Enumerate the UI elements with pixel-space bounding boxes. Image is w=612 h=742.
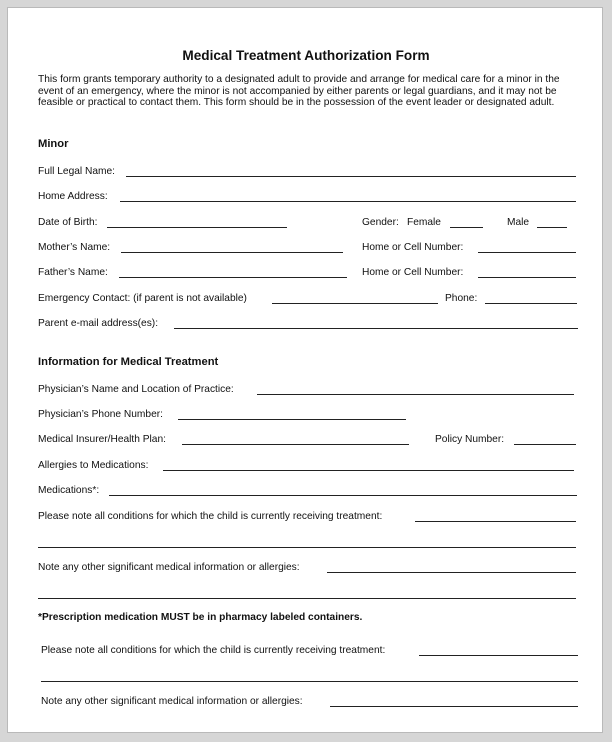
other-info-label-2: Note any other significant medical information or allergies: [41, 696, 303, 707]
allergies-label: Allergies to Medications: [38, 460, 149, 471]
conditions-field-2b[interactable] [41, 681, 578, 682]
physician-name-field[interactable] [257, 394, 574, 395]
full-legal-name-field[interactable] [126, 176, 576, 177]
insurer-label: Medical Insurer/Health Plan: [38, 434, 166, 445]
minor-heading: Minor [38, 138, 69, 150]
insurer-field[interactable] [182, 444, 409, 445]
medications-field[interactable] [109, 495, 577, 496]
emergency-phone-label: Phone: [445, 293, 478, 304]
form-page [7, 7, 603, 733]
mothers-name-label: Mother’s Name: [38, 242, 111, 253]
parent-email-field[interactable] [174, 328, 578, 329]
male-label: Male [507, 217, 530, 228]
emergency-phone-field[interactable] [485, 303, 577, 304]
other-info-label-1: Note any other significant medical information or allergies: [38, 562, 300, 573]
gender-label: Gender: [362, 217, 399, 228]
date-of-birth-field[interactable] [107, 227, 287, 228]
home-address-label: Home Address: [38, 191, 108, 202]
physician-phone-label: Physician’s Phone Number: [38, 409, 163, 420]
emergency-contact-label: Emergency Contact: (if parent is not available) [38, 293, 247, 304]
medications-label: Medications*: [38, 485, 100, 496]
policy-number-field[interactable] [514, 444, 576, 445]
allergies-field[interactable] [163, 470, 574, 471]
male-field[interactable] [537, 227, 567, 228]
female-label: Female [407, 217, 441, 228]
prescription-note: *Prescription medication MUST be in pharmacy labeled containers. [38, 612, 363, 623]
physician-phone-field[interactable] [178, 419, 406, 420]
home-address-field[interactable] [120, 201, 576, 202]
other-info-field-1b[interactable] [38, 598, 576, 599]
mother-phone-field[interactable] [478, 252, 576, 253]
medical-heading: Information for Medical Treatment [38, 356, 219, 368]
intro-paragraph: This form grants temporary authority to a designated adult to provide and arrange for medical care for a minor in the event of an emergency, where the minor is not accompanied by either parents or legal guardians, and it may not be feasible or practical to contact them. This form should be in the possession of the event leader or designated adult. [38, 74, 560, 109]
full-legal-name-label: Full Legal Name: [38, 166, 116, 177]
conditions-field-2a[interactable] [419, 655, 578, 656]
conditions-field-1b[interactable] [38, 547, 576, 548]
mothers-name-field[interactable] [121, 252, 343, 253]
mother-phone-label: Home or Cell Number: [362, 242, 464, 253]
policy-number-label: Policy Number: [435, 434, 505, 445]
female-field[interactable] [450, 227, 483, 228]
father-phone-label: Home or Cell Number: [362, 267, 464, 278]
physician-name-label: Physician’s Name and Location of Practice: [38, 384, 234, 395]
conditions-label-2: Please note all conditions for which the child is currently receiving treatment: [41, 645, 386, 656]
father-phone-field[interactable] [478, 277, 576, 278]
fathers-name-label: Father’s Name: [38, 267, 108, 278]
conditions-label-1: Please note all conditions for which the child is currently receiving treatment: [38, 511, 383, 522]
emergency-contact-field[interactable] [272, 303, 438, 304]
other-info-field-2[interactable] [330, 706, 578, 707]
other-info-field-1a[interactable] [327, 572, 576, 573]
fathers-name-field[interactable] [119, 277, 347, 278]
date-of-birth-label: Date of Birth: [38, 217, 98, 228]
form-title: Medical Treatment Authorization Form [182, 48, 430, 63]
parent-email-label: Parent e-mail address(es): [38, 318, 159, 329]
conditions-field-1a[interactable] [415, 521, 576, 522]
